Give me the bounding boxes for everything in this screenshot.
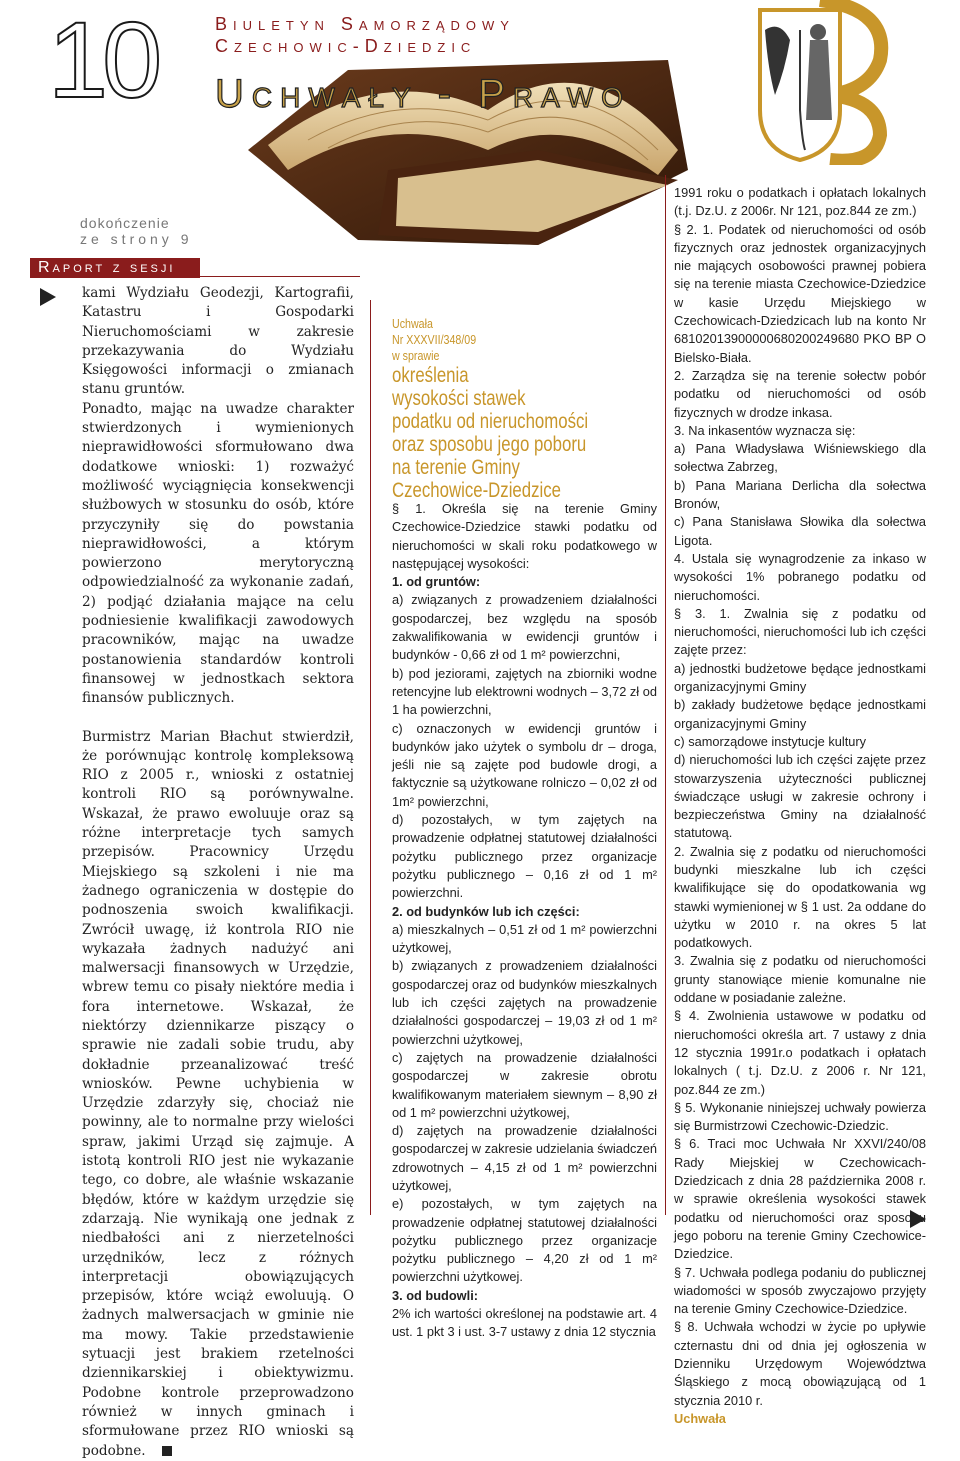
crest-logo <box>730 0 890 165</box>
resolution-paragraph: a) jednostki budżetowe będące jednostkami organizacyjnymi Gminy <box>674 660 926 695</box>
resolution-paragraph: § 4. Zwolnienia ustawowe w podatku od nieruchomości określa art. 7 ustawy z dnia 12 stycznia 1991r.o podatkach i opłatach lokalnych ( t.j. Dz.U. z 2006 r. Nr 121, poz.844 ze zm.) <box>674 1008 926 1097</box>
resolution-paragraph: § 1. Określa się na terenie Gminy Czechowice-Dziedzice stawki podatku od nieruchomości w skali roku podatkowego w następującej wysokości: <box>392 501 657 571</box>
continuation-page: ze strony 9 <box>80 231 193 247</box>
list-item: b) pod jeziorami, zajętych na zbiorniki wodne retencyjne lub elektrowni wodnych – 3,72 zł od 1 ha powierzchni, <box>392 665 657 718</box>
resolution-paragraph: § 3. 1. Zwalnia się z podatku od nieruchomości, nieruchomości lub ich części zajęte przez: <box>674 605 926 658</box>
column-divider <box>370 300 371 1215</box>
article-paragraph <box>82 728 354 1461</box>
resolution-title-line: oraz sposobu jego poboru <box>392 433 587 456</box>
resolution-paragraph: 3. Zwalnia się z podatku od nieruchomości grunty stanowiące mienie komunalne nie oddane w posiadanie zależne. <box>674 953 926 1006</box>
list-item: d) zajętych na prowadzenie działalności gospodarczej w zakresie udzielania świadczeń zdrowotnych – 4,15 zł od 1 m² powierzchni użytkowej, <box>392 1123 657 1193</box>
resolution-paragraph: c) Pana Stanisława Słowika dla sołectwa Ligota. <box>674 514 926 548</box>
end-square-icon <box>162 1446 172 1456</box>
resolution-paragraph: § 2. 1. Podatek od nieruchomości od osób fizycznych oraz jednostek organizacyjnych nie mających osobowości prawnej pobiera się na terenie miasta Czechowice-Dziedzice w kasie Urzędu Miejskiego w Czechowicach-Dziedzicach lub na konto Nr 68102013900000680200249680 PKO BP O Bielsko-Biała. <box>674 221 926 365</box>
list-item: e) pozostałych, w tym zajętych na prowadzenie odpłatnej statutowej działalności pożytku publicznego przez organizacje pożytku publicznego – 4,20 zł od 1 m² powierzchni użytkowej. <box>392 1196 657 1285</box>
continuation-label: dokończenie <box>80 215 170 231</box>
resolution-paragraph: § 8. Uchwała wchodzi w życie po upływie czternastu dni od dnia jej ogłoszenia w Dzienniku Urzędowym Województwa Śląskiego z mocą obowiązującą od 1 stycznia 2010 r. <box>674 1319 926 1408</box>
series-title-line1: Biuletyn Samorządowy <box>215 14 515 34</box>
section-title: Uchwały - Prawo <box>215 72 631 116</box>
resolution-paragraph: 3. Na inkasentów wyznacza się: <box>674 422 856 438</box>
article-column <box>82 284 354 1461</box>
resolution-number: Nr XXXVII/348/09 <box>392 332 477 347</box>
resolution-paragraph: 4. Ustala się wynagrodzenie za inkaso w wysokości 1% pobranego podatku od nieruchomości. <box>674 550 926 603</box>
resolution-signature: Uchwała <box>674 1410 726 1426</box>
section-heading: 2. od budynków lub ich części: <box>392 903 580 919</box>
series-title-line2: Czechowic-Dziedzic <box>215 36 477 56</box>
resolution-paragraph: § 6. Traci moc Uchwała Nr XXVI/240/08 Rady Miejskiej w Czechowicach-Dziedzicach z dnia 28 października 2008 r. w sprawie określenia wysokości stawek podatku od nieruchomości oraz sposobu jego poboru na terenie Gminy Czechowice-Dziedzice. <box>674 1136 926 1262</box>
resolution-title-line: wysokości stawek <box>392 387 526 410</box>
arrow-right-icon <box>910 1210 926 1228</box>
resolution-column-2 <box>392 500 657 1342</box>
article-paragraph: kami Wydziału Geodezji, Kartografii, Katastru i Gospodarki Nieruchomościami w zakresie przekazywania do Wydziału Księgowości informacji o zmianach stanu gruntów. <box>82 285 354 398</box>
resolution-paragraph: d) nieruchomości lub ich części zajęte przez stowarzyszenia użyteczności publicznej świadczące usługi w zakresie ochrony i bezpieczeństwa Gminy na działalność statutową. <box>674 752 926 841</box>
list-item: c) zajętych na prowadzenie działalności gospodarczej w zakresie obrotu kwalifikowanym materiałem siewnym – 8,90 zł od 1 m² powierzchni użytkowej, <box>392 1049 657 1120</box>
books-illustration <box>238 0 698 250</box>
page-number: 10 <box>48 0 157 120</box>
resolution-in-matter: w sprawie <box>392 348 440 363</box>
resolution-paragraph: b) zakłady budżetowe będące jednostkami organizacyjnymi Gminy <box>674 697 926 731</box>
list-item: 2% ich wartości określonej na podstawie art. 4 ust. 1 pkt 3 i ust. 3-7 ustawy z dnia 12 stycznia <box>392 1306 657 1340</box>
rubric-rule <box>200 276 360 277</box>
resolution-title-line: Czechowice-Dziedzice <box>392 479 561 502</box>
resolution-paragraph: 2. Zwalnia się z podatku od nieruchomości budynki mieszkalne lub ich części kwalifikujące się do opodatkowania wg stawki wymienionej w § 1 ust. 2a oddane do użytku w 2010 r. na okres 5 lat podatkowych. <box>674 843 926 951</box>
list-item: a) mieszkalnych – 0,51 zł od 1 m² powierzchni użytkowej, <box>392 921 657 956</box>
section-heading: 1. od gruntów: <box>392 574 481 590</box>
article-paragraph-text: Burmistrz Marian Błachut stwierdził, że porównując kontrolę kompleksową RIO z 2005 r., wnioski z ostatniej kontroli RIO są porównywalne. Wskazał, że prawo ewoluuje oraz są różne interpretacje tych samych przepisów. Pracownicy Urzędu Miejskiego są szkoleni i nie ma żadnego ograniczenia w dostępie do podnoszenia swoich kwalifikacji. Zwrócił uwagę, iż kontrola RIO nie wykazała żadnych nadużyć ani malwersacji finansowych w Urzędzie, wbrew temu co pisały niektóre media i fora internetowe. Wskazał, że niektórzy dziennikarze piszący o sprawie nie zadali sobie trudu, aby dokładnie przeanalizować treść wniosków. Pewne uchybienia w Urzędzie zdarzyły się, chociaż nie powinny, ale to normalne przy wielości spraw, jakimi Urząd się zajmuje. A istotą kontroli RIO jest nie wykazanie tego, co dobre, ale właśnie wskazanie błędów, które w każdym urzędzie się zdarzają. Nie wynikają one jednak z niedbałości ani z nierzetelności urzędników, lecz z różnych interpretacji obowiązujących przepisów, które wciąż ewoluują. O żadnych malwersacjach w gminie nie ma mowy. Takie przedstawienie sytuacji jest brakiem rzetelności dziennikarskiej i obiektywizmu. Podobne kontrole przeprowadzono również w innych gminach i sformułowane przez RIO wnioski są podobne. <box>82 728 354 1459</box>
article-paragraph: Ponadto, mając na uwadze charakter stwierdzonych i wymienionych nieprawidłowości sformułowano dwa dodatkowe wnioski: 1) rozważyć możliwość wyciągnięcia konsekwencji służbowych w stosunku do osób, które przyczyniły się do powstania nieprawidłowości, a którym powierzono merytoryczną odpowiedzialność za wykonanie zadań, 2) podjąć działania mające na celu podniesienie kwalifikacji zawodowych pracowników, mając na uwadze postanowienia standardów kontroli finansowej w jednostkach sektora finansów publicznych. <box>82 400 354 707</box>
list-item: b) związanych z prowadzeniem działalności gospodarczej oraz od budynków mieszkalnych lub ich części zajętych na prowadzenie działalności gospodarczej – 19,03 zł od 1 m² powierzchni użytkowej, <box>392 958 657 1047</box>
resolution-paragraph: 2. Zarządza się na terenie sołectw pobór podatku od nieruchomości od osób fizycznych w drodze inkasa. <box>674 367 926 420</box>
resolution-title-line: podatku od nieruchomości <box>392 410 589 433</box>
resolution-title-line: na terenie Gminy <box>392 456 520 479</box>
list-item: c) oznaczonych w ewidencji gruntów i budynków jako użytek o symbolu dr – droga, jeśli nie są zajęte pod budowle drogi, a faktycznie są użytkowane rolniczo – 0,02 zł od 1m² powierzchni, <box>392 720 657 809</box>
resolution-paragraph: § 7. Uchwała podlega podaniu do publicznej wiadomości w sposób zwyczajowo przyjęty na terenie Gminy Czechowice-Dziedzice. <box>674 1264 926 1317</box>
resolution-title-line: określenia <box>392 364 469 387</box>
resolution-paragraph: c) samorządowe instytucje kultury <box>674 733 867 749</box>
arrow-right-icon <box>40 288 56 306</box>
resolution-column-3 <box>674 184 926 1428</box>
resolution-heading <box>392 316 657 502</box>
resolution-paragraph: § 5. Wykonanie niniejszej uchwały powierza się Burmistrzowi Czechowic-Dziedzic. <box>674 1099 926 1134</box>
resolution-paragraph: 1991 roku o podatkach i opłatach lokalnych (t.j. Dz.U. z 2006r. Nr 121, poz.844 ze zm.) <box>674 185 926 219</box>
resolution-paragraph: a) Pana Władysława Wiśniewskiego dla sołectwa Zabrzeg, <box>674 441 926 475</box>
list-item: d) pozostałych, w tym zajętych na prowadzenie odpłatnej statutowej działalności pożytku publicznego przez organizacje pożytku publicznego – 0,16 zł od 1 m² powierzchni. <box>392 812 657 901</box>
list-item: a) związanych z prowadzeniem działalności gospodarczej, bez względu na sposób zakwalifikowania w ewidencji gruntów i budynków - 0,66 zł od 1 m² powierzchni, <box>392 592 657 663</box>
resolution-label: Uchwała <box>392 316 433 331</box>
column-divider <box>665 175 666 1215</box>
rubric-label: Raport z sesji <box>30 258 200 278</box>
resolution-paragraph: b) Pana Mariana Derlicha dla sołectwa Bronów, <box>674 477 926 512</box>
section-heading: 3. od budowli: <box>392 1287 479 1303</box>
